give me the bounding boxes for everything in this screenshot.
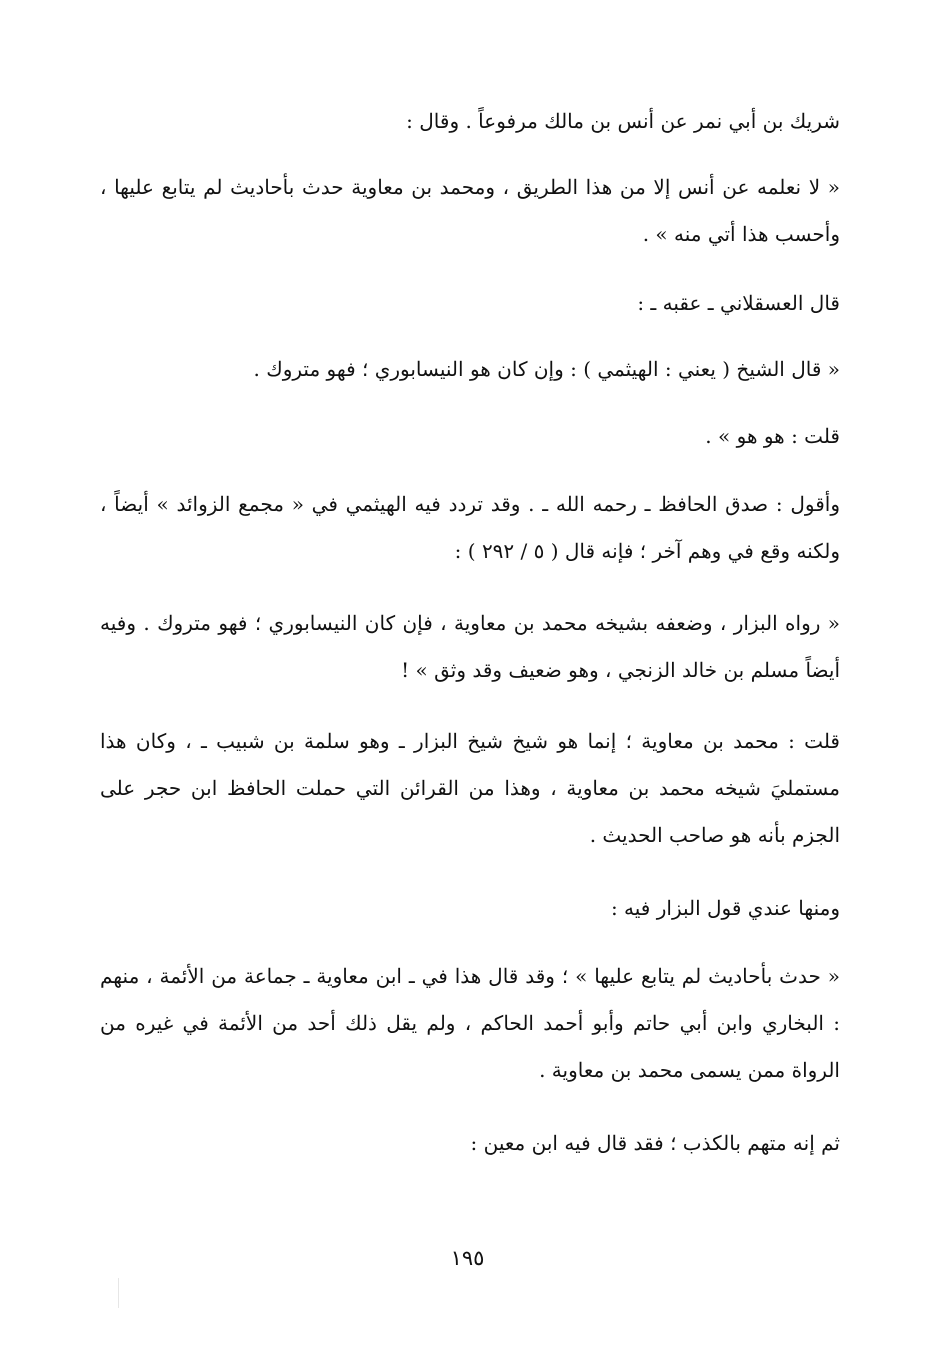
paragraph-4: « قال الشيخ ( يعني : الهيثمي ) : وإن كان هو النيسابوري ؛ فهو متروك . [253, 357, 840, 381]
paragraph-11: ثم إنه متهم بالكذب ؛ فقد قال فيه ابن معين : [470, 1131, 840, 1155]
paragraph-10: « حدث بأحاديث لم يتابع عليها » ؛ وقد قال هذا في ـ ابن معاوية ـ جماعة من الأئمة ، منهم : البخاري وابن أبي حاتم وأبو أحمد الحاكم ، ولم يقل ذلك أحد من الأئمة في غيره من الرواة ممن يسمى محمد بن معاوية . [100, 964, 841, 1082]
paragraph-3: قال العسقلاني ـ عقبه ـ : [637, 291, 840, 315]
paragraph-1: شريك بن أبي نمر عن أنس بن مالك مرفوعاً . وقال : [406, 109, 840, 133]
paragraph-9: ومنها عندي قول البزار فيه : [610, 896, 840, 920]
paragraph-8: قلت : محمد بن معاوية ؛ إنما هو شيخ شيخ البزار ـ وهو سلمة بن شبيب ـ ، وكان هذا مستمليَ شيخه محمد بن معاوية ، وهذا من القرائن التي حملت الحافظ ابن حجر على الجزم بأنه هو صاحب الحديث . [100, 729, 840, 847]
paragraph-2: « لا نعلمه عن أنس إلا من هذا الطريق ، ومحمد بن معاوية حدث بأحاديث لم يتابع عليها ، وأحسب هذا أتي منه » . [100, 175, 840, 246]
paragraph-6: وأقول : صدق الحافظ ـ رحمه الله ـ . وقد تردد فيه الهيثمي في « مجمع الزوائد » أيضاً ، ولكنه وقع في وهم آخر ؛ فإنه قال ( ٥ / ٢٩٢ ) : [100, 492, 840, 563]
margin-mark [118, 1278, 119, 1308]
paragraph-7: « رواه البزار ، وضعفه بشيخه محمد بن معاوية ، فإن كان النيسابوري ؛ فهو متروك . وفيه أيضاً مسلم بن خالد الزنجي ، وهو ضعيف وقد وثق » ! [100, 611, 840, 682]
page-number: ١٩٥ [450, 1246, 485, 1270]
paragraph-5: قلت : هو هو » . [705, 424, 840, 448]
